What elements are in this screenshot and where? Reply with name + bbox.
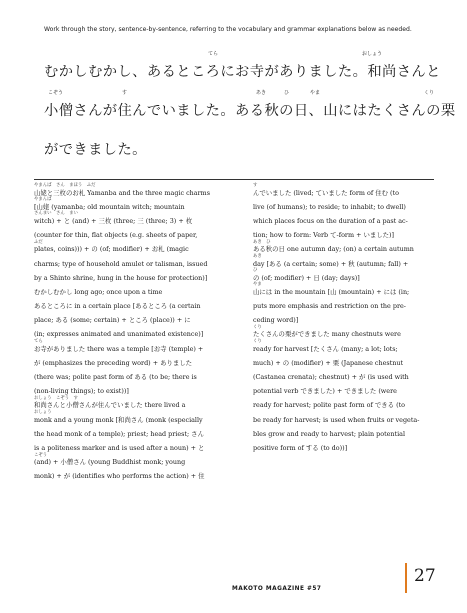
vocab-text: あるところに in a certain place [あるところ (a certain (34, 302, 201, 311)
vocab-text: ready for harvest [たくさん (many; a lot; lots; (253, 344, 398, 353)
magazine-name: MAKOTO MAGAZINE #57 (232, 586, 322, 592)
reading-ruby: あき (253, 253, 262, 259)
vocab-line (34, 438, 234, 452)
vocab-text: ready for harvest; polite past form of できる (to (253, 401, 405, 410)
vocab-text: [山姥 (yamanba; old mountain witch; mountain (34, 202, 185, 211)
vocab-line (253, 226, 438, 240)
story-line-1 (44, 50, 444, 89)
vocab-text: ceding word)] (253, 316, 299, 325)
reading-ruby: やまんば さん まほう ふだ (34, 183, 96, 188)
vocab-line (34, 183, 234, 197)
footer-accent-line (405, 563, 407, 593)
reading-ruby: さんまい さん まい (34, 211, 78, 217)
vocab-line (34, 353, 234, 367)
vocab-text: お寺がありました there was a temple [お寺 (temple) + (34, 344, 204, 353)
vocab-line (253, 282, 438, 296)
vocab-line (34, 282, 234, 296)
vocab-text: 山には in the mountain [山 (mountain) + には (in; (253, 287, 410, 296)
vocab-text: んでいました (lived; ていました form of 住む (to (253, 188, 399, 197)
vocab-line (253, 197, 438, 211)
vocab-line (34, 297, 234, 311)
story-sentence: 小僧さんが住んでいました。ある秋の日、山にはたくさんの栗 (44, 103, 456, 119)
story-sentence: むかしむかし、あるところにお寺がありました。和尚さんと (44, 64, 441, 80)
vocab-line (253, 396, 438, 410)
vocab-text: puts more emphasis and restriction on the pre- (253, 302, 406, 311)
vocab-text: the head monk of a temple); priest; head priest; さん (34, 429, 204, 438)
vocab-line (253, 311, 438, 325)
vocab-text: positive form of する (to do))] (253, 443, 348, 452)
vocab-text: 山姥と三枚のお札 Yamanba and the three magic charms (34, 188, 211, 197)
vocab-column-right (253, 183, 438, 453)
vocab-text: potential verb できました) + できました (were (253, 387, 397, 396)
vocab-line (34, 410, 234, 424)
furigana: くり (424, 90, 435, 96)
furigana: やま (310, 90, 321, 96)
vocab-line (253, 297, 438, 311)
vocab-line (253, 325, 438, 339)
vocab-text: by a Shinto shrine, hung in the house for protection)] (34, 273, 208, 282)
vocab-line (34, 197, 234, 211)
vocab-text: (Castanea crenata); chestnut) + が (is used with (253, 373, 409, 382)
reading-ruby: てら (34, 339, 43, 345)
vocab-line (34, 240, 234, 254)
vocab-line (34, 382, 234, 396)
instructions: Work through the story, sentence-by-sentence, referring to the vocabulary and grammar explanations below as needed. (44, 26, 412, 33)
vocab-text: charms; type of household amulet or talisman, issued (34, 259, 208, 268)
vocab-line (34, 254, 234, 268)
story-sentence: ができました。 (44, 142, 147, 158)
vocab-line (34, 211, 234, 225)
vocab-text: (non-living things); to exist))] (34, 387, 129, 396)
reading-ruby: くり (253, 339, 262, 345)
vocab-text: むかしむかし long ago; once upon a time (34, 287, 163, 296)
story-line-3 (44, 128, 444, 167)
reading-ruby: あき ひ (253, 239, 271, 245)
furigana: おしょう (362, 51, 383, 57)
reading-ruby: おしょう こぞう す (34, 395, 78, 401)
vocab-text: witch) + と (and) + 三枚 (three; 三 (three; 3) + 枚 (34, 216, 193, 225)
vocab-line (34, 367, 234, 381)
furigana: す (122, 90, 128, 96)
vocab-line (253, 268, 438, 282)
vocab-text: (counter for thin, flat objects (e.g. sheets of paper, (34, 231, 198, 240)
vocab-text: 和尚さんと小僧さんが住んでいました there lived a (34, 401, 186, 410)
vocab-line (253, 424, 438, 438)
vocab-line (253, 438, 438, 452)
page-number: 27 (414, 566, 436, 586)
vocab-line (253, 367, 438, 381)
vocab-line (34, 226, 234, 240)
vocab-text: monk) + が (identifies who performs the action) + 住 (34, 472, 205, 481)
vocab-line (253, 183, 438, 197)
vocab-text: plates, coins))) + の (of; modifier) + お札 (magic (34, 245, 189, 254)
vocab-line (34, 325, 234, 339)
vocab-line (253, 410, 438, 424)
furigana: ひ (284, 90, 290, 96)
vocab-text: monk and a young monk [和尚さん (monk (especially (34, 415, 203, 424)
vocab-text: tion; how to form: Verb て-form + いました)] (253, 231, 395, 240)
vocab-text: which places focus on the duration of a past ac- (253, 216, 408, 225)
furigana: あき (256, 90, 267, 96)
vocab-text: が (emphasizes the preceding word) + ありました (34, 358, 193, 367)
reading-ruby: こぞう (34, 452, 48, 458)
vocab-text: be ready for harvest; is used when fruits or vegeta- (253, 415, 420, 424)
vocab-text: much) + の (modifier) + 栗 (Japanese chestnut (253, 358, 404, 367)
vocab-text: たくさんの栗ができました many chestnuts were (253, 330, 401, 339)
vocab-line (34, 453, 234, 467)
vocab-text: (there was; polite past form of ある (to be; there is (34, 373, 197, 382)
vocab-text: live (of humans); to reside; to inhabit; to dwell) (253, 202, 406, 211)
vocab-line (253, 211, 438, 225)
vocab-line (253, 339, 438, 353)
reading-ruby: ふだ (34, 239, 43, 245)
vocab-line (34, 339, 234, 353)
furigana: こぞう (48, 90, 64, 96)
reading-ruby: ひ (253, 268, 258, 274)
vocab-text: ある秋の日 one autumn day; (on) a certain autumn (253, 245, 414, 254)
vocab-line (34, 311, 234, 325)
vocab-text: place; ある (some; certain) + ところ (place)) + に (34, 316, 191, 325)
vocab-line (253, 382, 438, 396)
vocab-text: (and) + 小僧さん (young Buddhist monk; young (34, 458, 186, 467)
vocab-column-left (34, 183, 234, 481)
vocab-text: の (of; modifier) + 日 (day; days)] (253, 273, 360, 282)
reading-ruby: やま (253, 282, 262, 288)
vocab-line (34, 396, 234, 410)
divider (34, 179, 434, 180)
vocab-line (34, 424, 234, 438)
vocab-text: is a politeness marker and is used after a noun) + と (34, 443, 205, 452)
vocab-line (34, 467, 234, 481)
reading-ruby: おしょう (34, 410, 52, 415)
vocab-line (253, 353, 438, 367)
reading-ruby: やまんば (34, 197, 52, 203)
vocab-line (253, 240, 438, 254)
reading-ruby: くり (253, 324, 262, 330)
story-text (44, 50, 456, 167)
story-line-2 (44, 89, 456, 128)
vocab-line (253, 254, 438, 268)
reading-ruby: す (253, 183, 258, 188)
vocab-text: (in; expresses animated and unanimated existence)] (34, 330, 204, 339)
furigana: てら (208, 51, 219, 57)
vocab-line (34, 268, 234, 282)
vocab-text: day [ある (a certain; some) + 秋 (autumn; fall) + (253, 259, 409, 268)
vocab-text: bles grow and ready to harvest; plain potential (253, 429, 406, 438)
